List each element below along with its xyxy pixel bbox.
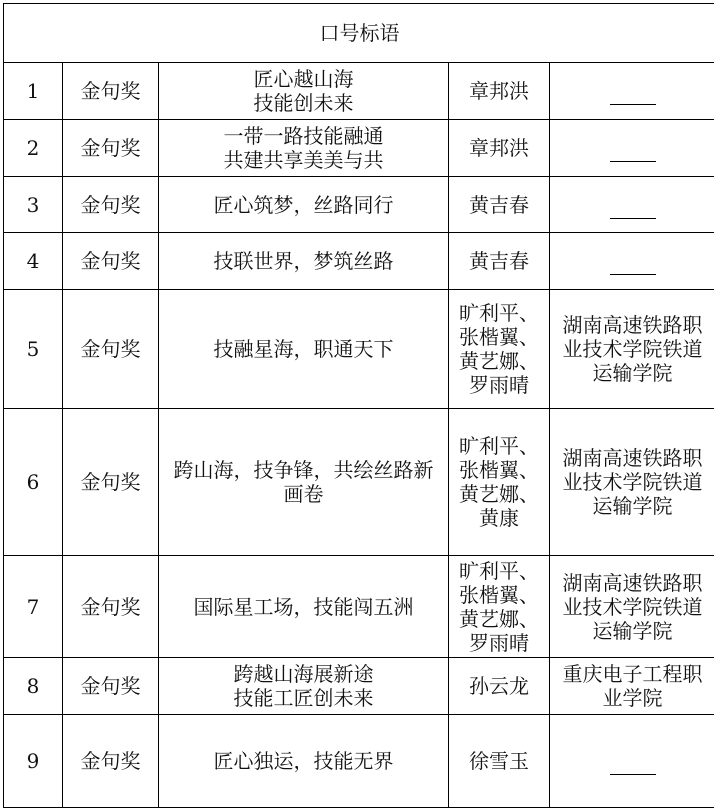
author-names-line: 章邦洪	[451, 79, 547, 103]
organization	[550, 715, 714, 808]
award-name: 金句奖	[63, 556, 159, 658]
dash-mark	[610, 774, 656, 775]
author-names	[449, 409, 550, 556]
award-name: 金句奖	[63, 409, 159, 556]
table-row	[4, 715, 714, 808]
author-names	[449, 233, 550, 290]
author-names-line: 章邦洪	[451, 136, 547, 160]
author-names-line: 罗雨晴	[451, 373, 547, 397]
award-name: 金句奖	[63, 715, 159, 808]
table-body	[4, 4, 714, 808]
author-names-line: 旷利平、	[451, 301, 547, 325]
empty-dash	[552, 737, 713, 761]
slogan-text-line: 画卷	[161, 482, 446, 506]
organization-line: 湖南高速铁路职	[552, 446, 713, 470]
empty-dash	[552, 124, 713, 148]
author-names	[449, 290, 550, 409]
slogan-text-line: 国际星工场，技能闯五洲	[161, 595, 446, 619]
table-title: 口号标语	[4, 4, 714, 63]
author-names	[449, 120, 550, 177]
slogan-text-line: 共建共享美美与共	[161, 148, 446, 172]
table-row	[4, 177, 714, 233]
slogan-text-line: 技能工匠创未来	[161, 686, 446, 710]
author-names-line: 旷利平、	[451, 434, 547, 458]
author-names	[449, 556, 550, 658]
slogan-text-line: 一带一路技能融通	[161, 124, 446, 148]
organization	[550, 409, 714, 556]
slogan-text	[159, 290, 449, 409]
empty-dash	[552, 181, 713, 205]
organization-line: 运输学院	[552, 619, 713, 643]
row-number: 3	[4, 177, 63, 233]
table-row	[4, 556, 714, 658]
slogan-text	[159, 658, 449, 715]
slogan-text	[159, 233, 449, 290]
organization-line: 运输学院	[552, 361, 713, 385]
award-name: 金句奖	[63, 120, 159, 177]
author-names-line: 张楷翼、	[451, 458, 547, 482]
author-names	[449, 715, 550, 808]
table-row	[4, 63, 714, 120]
organization	[550, 120, 714, 177]
slogan-text	[159, 409, 449, 556]
organization-line: 业技术学院铁道	[552, 595, 713, 619]
slogan-text-line: 技联世界，梦筑丝路	[161, 249, 446, 273]
slogan-text-line: 匠心独运，技能无界	[161, 749, 446, 773]
row-number: 1	[4, 63, 63, 120]
author-names-line: 罗雨晴	[451, 631, 547, 655]
organization	[550, 556, 714, 658]
dash-mark	[610, 104, 656, 105]
dash-mark	[610, 161, 656, 162]
author-names-line: 张楷翼、	[451, 583, 547, 607]
author-names-line: 孙云龙	[451, 674, 547, 698]
author-names-line: 黄艺娜、	[451, 607, 547, 631]
table-row	[4, 658, 714, 715]
author-names-line: 张楷翼、	[451, 325, 547, 349]
table-row	[4, 233, 714, 290]
slogan-text-line: 匠心筑梦，丝路同行	[161, 193, 446, 217]
author-names-line: 旷利平、	[451, 559, 547, 583]
author-names-line: 黄吉春	[451, 193, 547, 217]
award-name: 金句奖	[63, 63, 159, 120]
slogan-text-line: 跨山海，技争锋，共绘丝路新	[161, 458, 446, 482]
slogan-text	[159, 120, 449, 177]
row-number: 6	[4, 409, 63, 556]
dash-mark	[610, 274, 656, 275]
slogan-text-line: 技能创未来	[161, 91, 446, 115]
slogan-text-line: 技融星海，职通天下	[161, 337, 446, 361]
row-number: 5	[4, 290, 63, 409]
table-title-row	[4, 4, 714, 63]
author-names-line: 黄康	[451, 506, 547, 530]
row-number: 9	[4, 715, 63, 808]
organization-line: 重庆电子工程职	[552, 662, 713, 686]
author-names-line: 徐雪玉	[451, 749, 547, 773]
author-names	[449, 658, 550, 715]
award-name: 金句奖	[63, 177, 159, 233]
author-names	[449, 177, 550, 233]
organization-line: 业技术学院铁道	[552, 470, 713, 494]
organization	[550, 290, 714, 409]
award-name: 金句奖	[63, 233, 159, 290]
dash-mark	[610, 218, 656, 219]
table-row	[4, 290, 714, 409]
organization-line: 湖南高速铁路职	[552, 571, 713, 595]
organization	[550, 63, 714, 120]
slogan-text	[159, 177, 449, 233]
row-number: 7	[4, 556, 63, 658]
table-row	[4, 409, 714, 556]
slogan-text-line: 匠心越山海	[161, 67, 446, 91]
author-names	[449, 63, 550, 120]
slogan-text	[159, 715, 449, 808]
slogan-text	[159, 556, 449, 658]
row-number: 8	[4, 658, 63, 715]
empty-dash	[552, 237, 713, 261]
slogan-text	[159, 63, 449, 120]
award-name: 金句奖	[63, 658, 159, 715]
slogan-award-table	[3, 3, 714, 808]
row-number: 4	[4, 233, 63, 290]
row-number: 2	[4, 120, 63, 177]
organization-line: 业技术学院铁道	[552, 337, 713, 361]
table-row	[4, 120, 714, 177]
author-names-line: 黄艺娜、	[451, 482, 547, 506]
organization	[550, 177, 714, 233]
author-names-line: 黄艺娜、	[451, 349, 547, 373]
organization-line: 湖南高速铁路职	[552, 313, 713, 337]
author-names-line: 黄吉春	[451, 249, 547, 273]
organization-line: 业学院	[552, 686, 713, 710]
organization	[550, 233, 714, 290]
slogan-text-line: 跨越山海展新途	[161, 662, 446, 686]
empty-dash	[552, 67, 713, 91]
organization-line: 运输学院	[552, 494, 713, 518]
award-name: 金句奖	[63, 290, 159, 409]
organization	[550, 658, 714, 715]
